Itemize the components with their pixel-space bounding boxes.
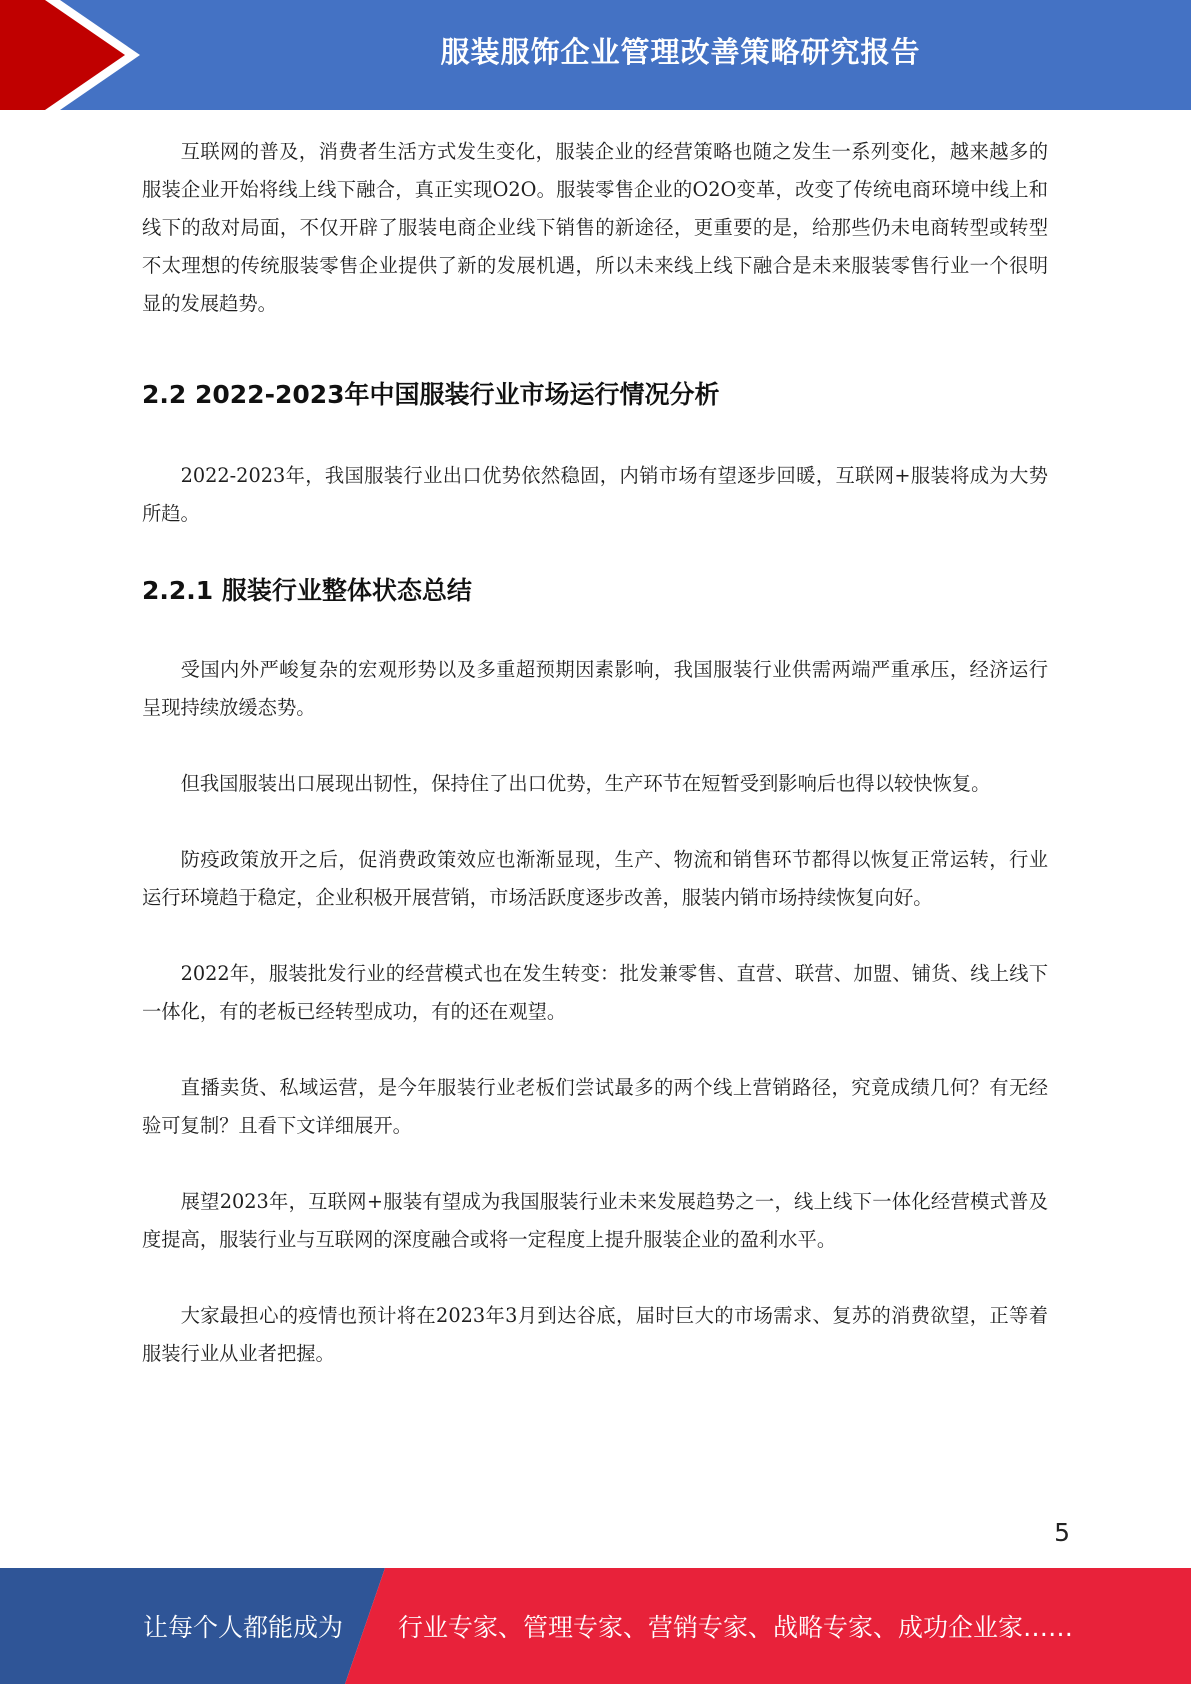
page-content [142, 133, 1048, 1373]
body-paragraph: 大家最担心的疫情也预计将在2023年3月到达谷底，届时巨大的市场需求、复苏的消费欲望，正等着服装行业从业者把握。 [142, 1304, 1048, 1365]
subsection-heading: 2.2.1 服装行业整体状态总结 [142, 576, 472, 605]
section-heading: 2.2 2022-2023年中国服装行业市场运行情况分析 [142, 380, 720, 409]
page-header [0, 0, 1191, 110]
body-paragraph: 2022年，服装批发行业的经营模式也在发生转变：批发兼零售、直营、联营、加盟、铺货、线上线下一体化，有的老板已经转型成功，有的还在观望。 [142, 962, 1048, 1023]
body-paragraph: 展望2023年，互联网+服装有望成为我国服装行业未来发展趋势之一，线上线下一体化经营模式普及度提高，服装行业与互联网的深度融合或将一定程度上提升服装企业的盈利水平。 [142, 1190, 1048, 1251]
body-paragraph: 防疫政策放开之后，促消费政策效应也渐渐显现，生产、物流和销售环节都得以恢复正常运转，行业运行环境趋于稳定，企业积极开展营销，市场活跃度逐步改善，服装内销市场持续恢复向好。 [142, 848, 1048, 909]
body-paragraph: 直播卖货、私域运营，是今年服装行业老板们尝试最多的两个线上营销路径，究竟成绩几何？有无经验可复制？且看下文详细展开。 [142, 1076, 1048, 1137]
body-paragraph: 但我国服装出口展现出韧性，保持住了出口优势，生产环节在短暂受到影响后也得以较快恢复。 [180, 772, 991, 795]
page-number: 5 [1054, 1518, 1070, 1547]
intro-paragraph: 互联网的普及，消费者生活方式发生变化，服装企业的经营策略也随之发生一系列变化，越来越多的服装企业开始将线上线下融合，真正实现O2O。服装零售企业的O2O变革，改变了传统电商环境中线上和线下的敌对局面，不仅开辟了服装电商企业线下销售的新途径，更重要的是，给那些仍未电商转型或转型不太理想的传统服装零售企业提供了新的发展机遇，所以未来线上线下融合是未来服装零售行业一个很明显的发展趋势。 [142, 140, 1048, 315]
page-footer [0, 1568, 1191, 1684]
footer-slogan-left: 让每个人都能成为 [143, 1613, 344, 1642]
body-paragraph: 受国内外严峻复杂的宏观形势以及多重超预期因素影响，我国服装行业供需两端严重承压，经济运行呈现持续放缓态势。 [142, 658, 1048, 719]
report-title: 服装服饰企业管理改善策略研究报告 [440, 34, 921, 69]
section-intro-paragraph: 2022-2023年，我国服装行业出口优势依然稳固，内销市场有望逐步回暖，互联网+服装将成为大势所趋。 [142, 464, 1048, 525]
footer-slogan-right: 行业专家、管理专家、营销专家、战略专家、成功企业家…… [398, 1613, 1074, 1642]
